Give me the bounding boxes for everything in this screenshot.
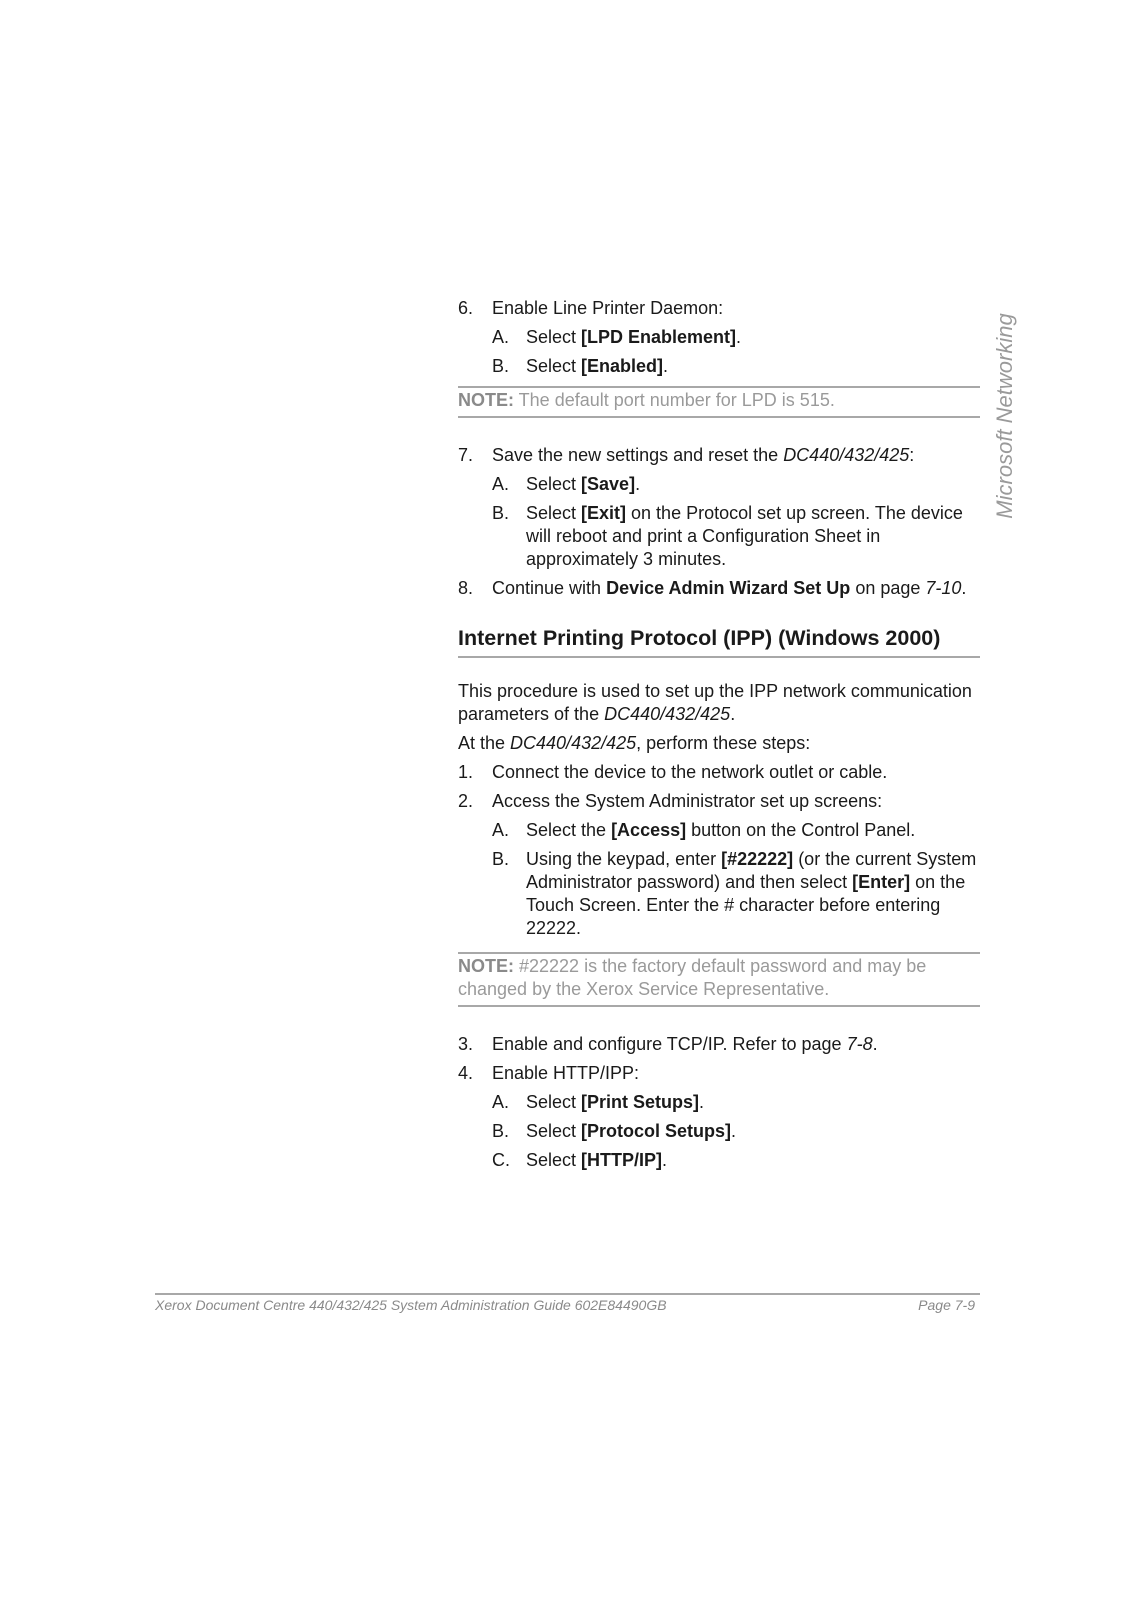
substep-text: Select [LPD Enablement]. (526, 327, 742, 347)
substep-text: Select [Protocol Setups]. (526, 1121, 737, 1141)
step-1 (458, 761, 980, 784)
step-7b (492, 502, 980, 571)
step-7 (458, 444, 980, 467)
substep-letter: B. (492, 849, 510, 869)
substep-text: Select [Enabled]. (526, 356, 669, 376)
step-text: Enable Line Printer Daemon: (492, 298, 724, 318)
note-label: NOTE: (458, 956, 514, 976)
step-4 (458, 1062, 980, 1085)
step-text: Connect the device to the network outlet or cable. (492, 762, 888, 782)
step-number: 4. (458, 1063, 474, 1083)
substep-text: Select [Save]. (526, 474, 641, 494)
step-2 (458, 790, 980, 813)
step-2b (492, 848, 980, 940)
step-6 (458, 297, 980, 320)
step-number: 1. (458, 762, 474, 782)
step-number: 6. (458, 298, 474, 318)
step-6a (492, 326, 980, 349)
step-text: Enable and configure TCP/IP. Refer to page 7-8. (492, 1034, 878, 1054)
footer-page-number: Page 7-9 (918, 1297, 975, 1313)
substep-text: Select [HTTP/IP]. (526, 1150, 668, 1170)
step-text: Access the System Administrator set up screens: (492, 791, 883, 811)
section-intro: This procedure is used to set up the IPP network communication parameters of the DC440/432/425. (458, 681, 972, 724)
step-number: 3. (458, 1034, 474, 1054)
substep-letter: C. (492, 1150, 510, 1170)
note-text: #22222 is the factory default password and may be changed by the Xerox Service Representative. (458, 956, 927, 999)
substep-text: Select [Exit] on the Protocol set up screen. The device will reboot and print a Configuration Sheet in approximately 3 minutes. (526, 503, 963, 569)
substep-letter: B. (492, 356, 510, 376)
step-4a (492, 1091, 980, 1114)
substep-letter: A. (492, 1092, 510, 1112)
substep-letter: A. (492, 820, 510, 840)
footer-document-title: Xerox Document Centre 440/432/425 System Administration Guide 602E84490GB (155, 1297, 667, 1313)
section-instruction: At the DC440/432/425, perform these steps: (458, 733, 811, 753)
step-text: Save the new settings and reset the DC440/432/425: (492, 445, 915, 465)
note-label: NOTE: (458, 390, 514, 410)
step-number: 2. (458, 791, 474, 811)
note-default-password (458, 952, 980, 1007)
substep-text: Select [Print Setups]. (526, 1092, 705, 1112)
step-8 (458, 577, 980, 600)
substep-text: Select the [Access] button on the Control Panel. (526, 820, 916, 840)
note-lpd-port (458, 386, 980, 418)
step-number: 8. (458, 578, 474, 598)
note-text: The default port number for LPD is 515. (514, 390, 835, 410)
step-text: Enable HTTP/IPP: (492, 1063, 640, 1083)
step-6b (492, 355, 980, 378)
page-content (458, 297, 980, 1178)
substep-letter: A. (492, 474, 510, 494)
substep-letter: B. (492, 1121, 510, 1141)
substep-letter: A. (492, 327, 510, 347)
step-2a (492, 819, 980, 842)
section-side-tab: Microsoft Networking (992, 313, 1017, 519)
step-4c (492, 1149, 980, 1172)
step-7a (492, 473, 980, 496)
section-heading: Internet Printing Protocol (IPP) (Windows 2000) (458, 624, 980, 658)
substep-text: Using the keypad, enter [#22222] (or the current System Administrator password) and then select [Enter] on the Touch Screen. Enter the # character before entering 22222. (526, 849, 977, 938)
step-text: Continue with Device Admin Wizard Set Up on page 7-10. (492, 578, 967, 598)
page-footer (155, 1293, 980, 1313)
step-3 (458, 1033, 980, 1056)
substep-letter: B. (492, 503, 510, 523)
step-number: 7. (458, 445, 474, 465)
step-4b (492, 1120, 980, 1143)
